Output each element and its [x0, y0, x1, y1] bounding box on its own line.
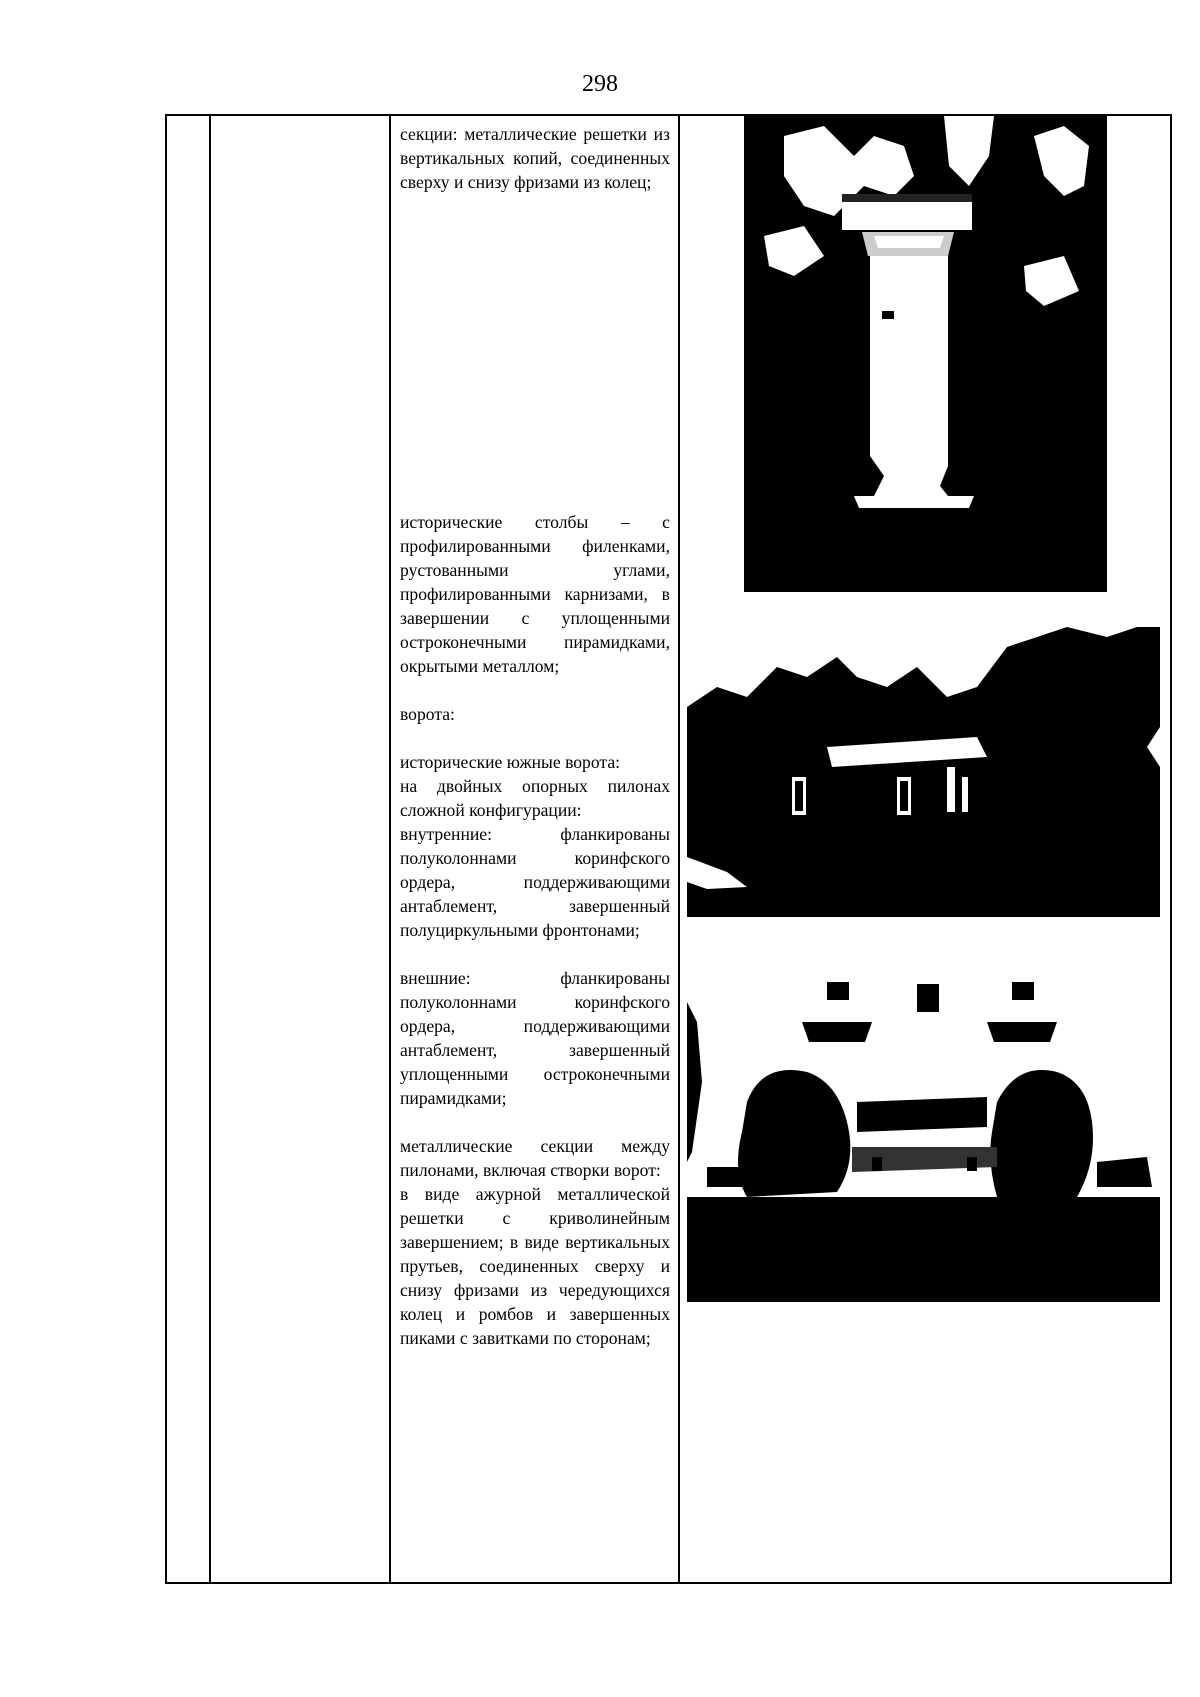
table-column-divider: [389, 116, 391, 1582]
historic-pillar-photo: [744, 116, 1107, 592]
paragraph-double-pylons: на двойных опорных пилонах сложной конфигурации:: [400, 776, 670, 820]
paragraph-south-gates: исторические южные ворота:: [400, 752, 621, 772]
paragraph-inner: внутренние: фланкированы полуколоннами коринфского ордера, поддерживающими антаблемент, завершенный полуциркульными фронтонами;: [400, 824, 670, 940]
paragraph-gates-heading: ворота:: [400, 704, 455, 724]
paragraph-outer: внешние: фланкированы полуколоннами коринфского ордера, поддерживающими антаблемент, завершенный уплощенными остроконечными пирамидками;: [400, 968, 670, 1108]
paragraph-pillars: исторические столбы – с профилированными филенками, рустованными углами, профилированными карнизами, в завершении с уплощенными остроконечными пирамидками, окрытыми металлом;: [400, 512, 670, 676]
paragraph-sections: секции: металлические решетки из вертикальных копий, соединенных сверху и снизу фризами из колец;: [400, 124, 670, 192]
paragraph-lattice: в виде ажурной металлической решетки с криволинейным завершением; в виде вертикальных прутьев, соединенных сверху и снизу фризами из чередующихся колец и ромбов и завершенных пиками с завитками по сторонам;: [400, 1184, 670, 1348]
table-column-divider: [209, 116, 211, 1582]
table-column-divider: [678, 116, 680, 1582]
page-number: 298: [582, 71, 618, 97]
building-photo: [687, 627, 1160, 917]
document-table: [165, 114, 1172, 1584]
church-photo: [687, 962, 1160, 1302]
paragraph-metal-sections: металлические секции между пилонами, включая створки ворот:: [400, 1136, 670, 1180]
description-column: [400, 122, 670, 1350]
